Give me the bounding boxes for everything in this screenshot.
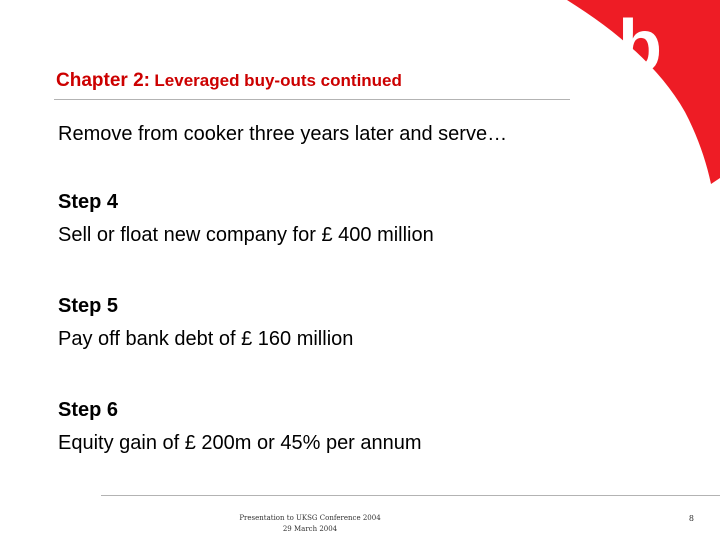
footer-caption bbox=[200, 513, 420, 535]
title-subtitle: Leveraged buy-outs continued bbox=[154, 71, 402, 90]
step-text: Sell or float new company for £ 400 million bbox=[58, 224, 434, 246]
b-logo-icon bbox=[0, 0, 720, 200]
step-heading: Step 6 bbox=[58, 399, 119, 421]
page-title bbox=[56, 70, 402, 92]
footer-line-event: Presentation to UKSG Conference 2004 bbox=[239, 514, 381, 522]
title-divider bbox=[54, 99, 570, 100]
footer-line-date: 29 March 2004 bbox=[282, 525, 338, 533]
intro-text: Remove from cooker three years later and serve… bbox=[58, 123, 508, 145]
step-block bbox=[58, 186, 434, 252]
step-heading: Step 5 bbox=[58, 295, 119, 317]
step-block bbox=[58, 290, 353, 356]
step-block bbox=[58, 394, 422, 460]
logo-letter: b bbox=[618, 6, 662, 86]
title-chapter: Chapter 2: bbox=[56, 70, 150, 91]
page-number: 8 bbox=[688, 514, 694, 523]
footer-divider bbox=[101, 495, 720, 496]
step-text: Equity gain of £ 200m or 45% per annum bbox=[58, 432, 422, 454]
step-heading: Step 4 bbox=[58, 191, 119, 213]
step-text: Pay off bank debt of £ 160 million bbox=[58, 328, 354, 350]
